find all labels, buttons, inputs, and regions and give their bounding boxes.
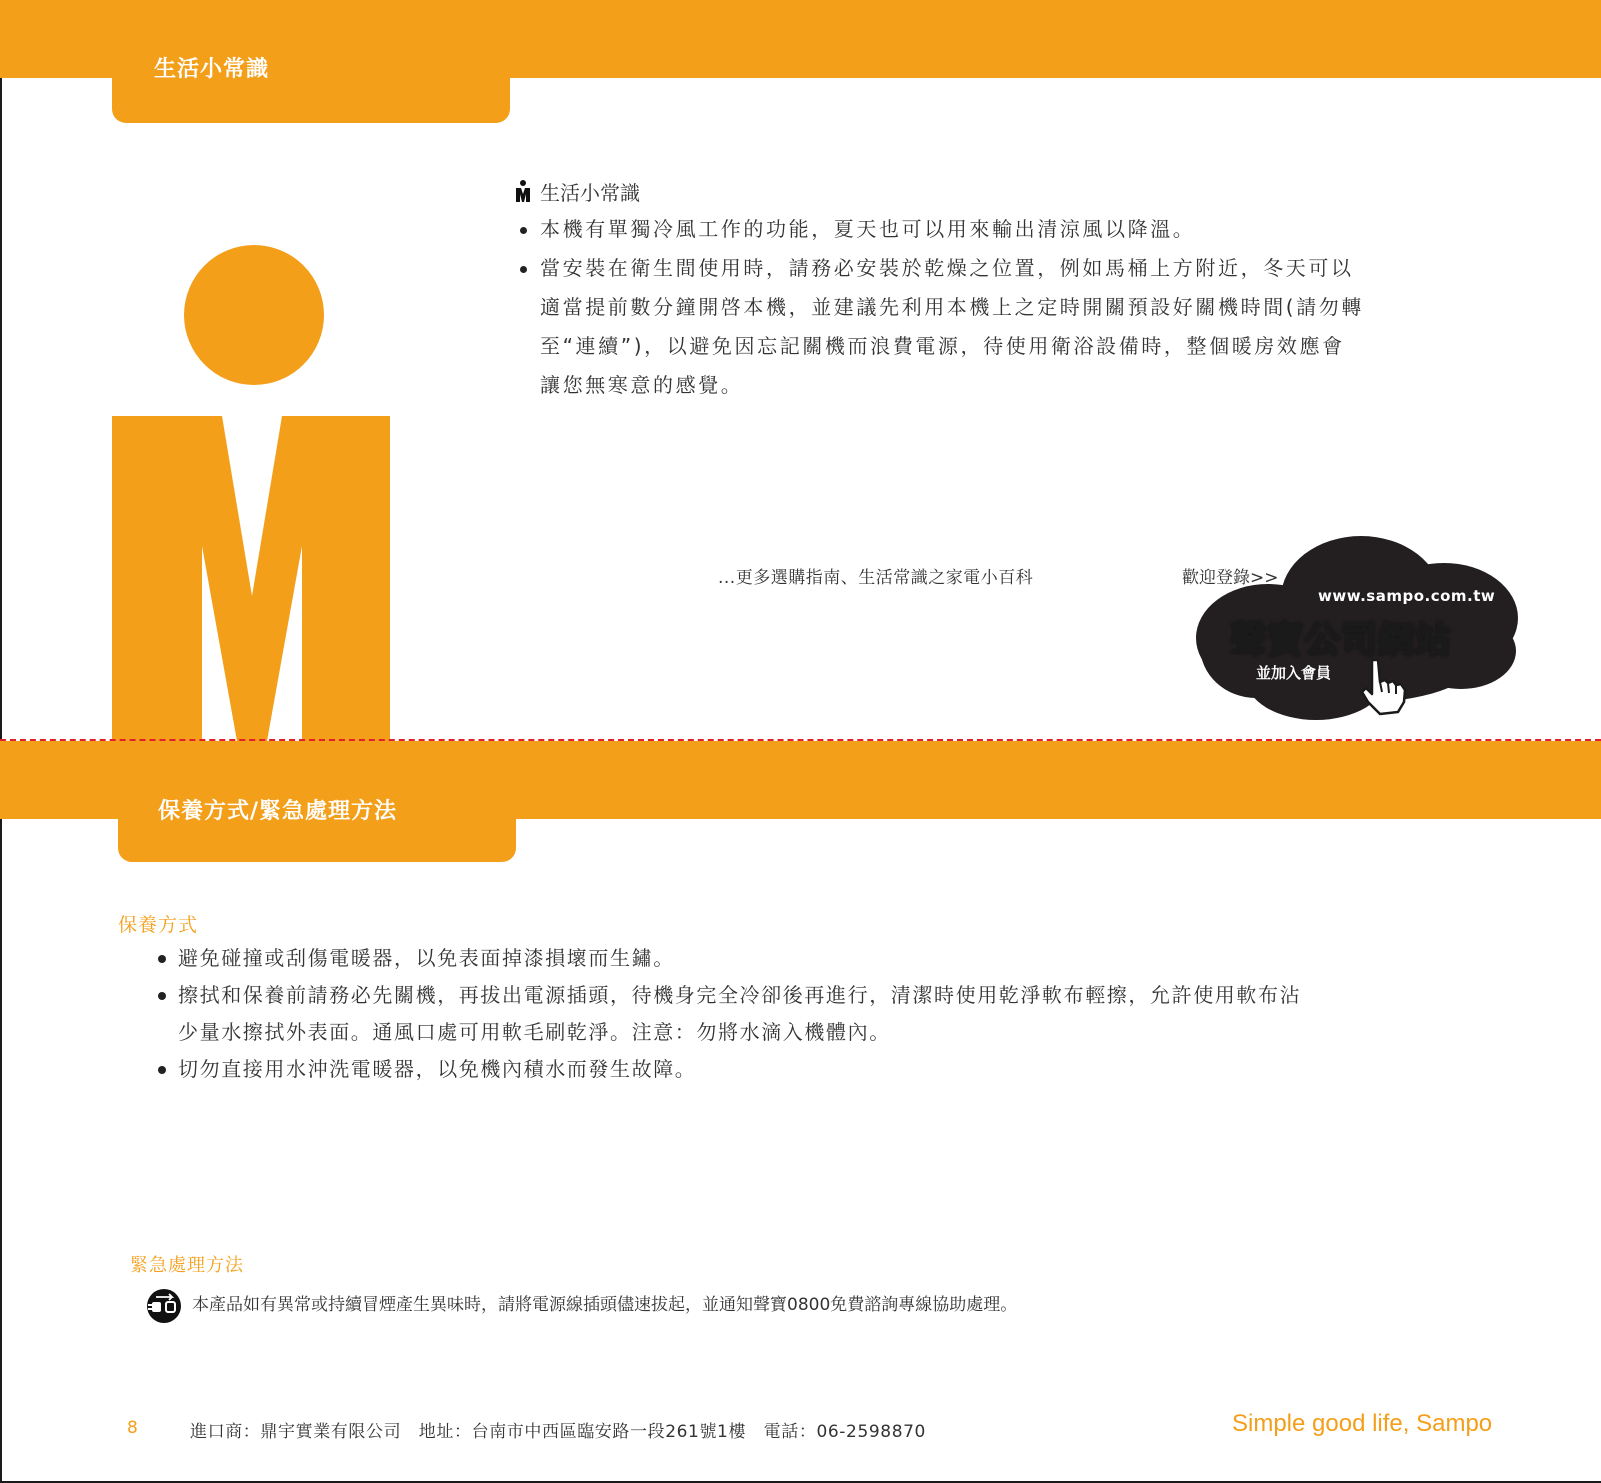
website-title[interactable]: 聲寶公司網站 <box>1230 620 1453 661</box>
section-title-care: 保養方式/緊急處理方法 <box>158 799 398 824</box>
care-item: 擦拭和保養前請務必先關機，再拔出電源插頭，待機身完全冷卻後再進行，清潔時使用乾淨軟布輕擦，允許使用軟布沾少量水擦拭外表面。通風口處可用軟毛刷乾淨。注意：勿將水滴入機體內。 <box>154 977 1314 1051</box>
importer-info: 進口商：鼎宇實業有限公司 地址：台南市中西區臨安路一段261號1樓 電話：06-2598870 <box>190 1422 926 1442</box>
tips-heading-text: 生活小常識 <box>540 180 640 205</box>
care-list <box>154 940 1314 1088</box>
more-info-link-text[interactable]: ...更多選購指南、生活常識之家電小百科 <box>718 568 1034 588</box>
pointing-hand-icon <box>1358 656 1416 718</box>
tip-item: 當安裝在衛生間使用時，請務必安裝於乾燥之位置，例如馬桶上方附近，冬天可以適當提前數分鐘開啓本機，並建議先利用本機上之定時開關預設好關機時間(請勿轉至“連續”)，以避免因忘記關機而浪費電源，待使用衛浴設備時，整個暖房效應會讓您無寒意的感覺。 <box>516 249 1366 405</box>
unplug-icon <box>146 1288 182 1324</box>
tips-block <box>516 176 1366 405</box>
section-title-tips: 生活小常識 <box>154 57 270 82</box>
website-url[interactable]: www.sampo.com.tw <box>1318 587 1496 605</box>
emergency-text: 本產品如有異常或持續冒煙產生異味時，請將電源線插頭儘速拔起，並通知聲寶0800免費諮詢專線協助處理。 <box>192 1295 1018 1315</box>
info-person-icon <box>112 416 390 741</box>
care-item: 切勿直接用水沖洗電暖器，以免機內積水而發生故障。 <box>154 1051 1314 1088</box>
brand-tagline: Simple good life, Sampo <box>1232 1410 1493 1437</box>
welcome-register-text[interactable]: 歡迎登錄>> <box>1182 568 1279 588</box>
tips-list <box>516 210 1366 405</box>
emergency-heading: 緊急處理方法 <box>130 1255 244 1276</box>
page-number: 8 <box>127 1418 138 1438</box>
care-heading: 保養方式 <box>118 914 199 936</box>
info-person-icon-head <box>184 245 324 385</box>
care-item: 避免碰撞或刮傷電暖器，以免表面掉漆損壞而生鏽。 <box>154 940 1314 977</box>
tips-heading <box>516 176 1366 206</box>
info-person-small-icon <box>516 180 530 202</box>
tip-item: 本機有單獨冷風工作的功能，夏天也可以用來輸出清涼風以降溫。 <box>516 210 1366 249</box>
join-member-text[interactable]: 並加入會員 <box>1256 664 1332 682</box>
